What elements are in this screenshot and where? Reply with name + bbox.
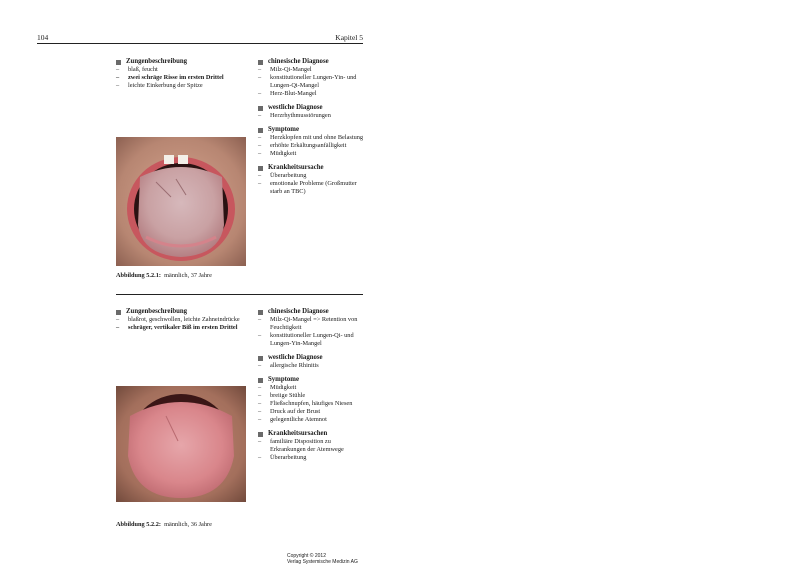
- list-item: – Überarbeitung: [258, 172, 368, 180]
- copyright-line: Copyright © 2012: [287, 553, 326, 559]
- list-item: – Milz-Qi-Mangel: [258, 66, 368, 74]
- list-item: – Milz-Qi-Mangel => Retention von Feuchtigkeit: [258, 316, 368, 332]
- figure-caption-1: [116, 272, 212, 279]
- bullet-square-icon: [116, 310, 121, 315]
- case2-cause: [258, 430, 368, 462]
- bullet-square-icon: [116, 60, 121, 65]
- list-item: – schräger, vertikaler Biß im ersten Drittel: [116, 324, 254, 332]
- section-title: chinesische Diagnose: [268, 308, 329, 315]
- list-item: – Fließschnupfen, häufiges Niesen: [258, 400, 368, 408]
- chinese-diagnosis-list: [258, 66, 368, 98]
- page-number: 104: [37, 33, 49, 42]
- list-item: – leichte Einkerbung der Spitze: [116, 82, 254, 90]
- list-item: – emotionale Probleme (Großmutter starb an TBC): [258, 180, 368, 196]
- cause-list: [258, 438, 368, 462]
- list-item: – breiige Stühle: [258, 392, 368, 400]
- symptoms-list: [258, 134, 368, 158]
- case1-chinese-diagnosis: [258, 58, 368, 98]
- case1-diagnosis-column: [258, 58, 368, 196]
- cause-list: [258, 172, 368, 196]
- case2-symptoms: [258, 376, 368, 424]
- case2-chinese-diagnosis: [258, 308, 368, 348]
- section-title: chinesische Diagnose: [268, 58, 329, 65]
- tongue-description-list: [116, 316, 254, 332]
- bullet-square-icon: [258, 310, 263, 315]
- bullet-square-icon: [258, 106, 263, 111]
- list-item: – Druck auf der Brust: [258, 408, 368, 416]
- caption-text: männlich, 36 Jahre: [164, 521, 212, 528]
- chapter-title: Kapitel 5: [335, 33, 363, 42]
- list-item: – erhöhte Erkältungsanfälligkeit: [258, 142, 368, 150]
- section-title: westliche Diagnose: [268, 104, 323, 111]
- list-item: – familiäre Disposition zu Erkrankungen der Atemwege: [258, 438, 368, 454]
- western-diagnosis-list: [258, 362, 368, 370]
- list-item: – Müdigkeit: [258, 150, 368, 158]
- list-item: – Müdigkeit: [258, 384, 368, 392]
- header-rule: [37, 43, 363, 44]
- bullet-square-icon: [258, 166, 263, 171]
- section-title: Symptome: [268, 376, 299, 383]
- list-item: – blaß, feucht: [116, 66, 254, 74]
- case2-western-diagnosis: [258, 354, 368, 370]
- case1-symptoms: [258, 126, 368, 158]
- bullet-square-icon: [258, 356, 263, 361]
- case1-tongue-description: [116, 58, 254, 90]
- case2-tongue-description: [116, 308, 254, 332]
- case1-western-diagnosis: [258, 104, 368, 120]
- list-item: – Herz-Blut-Mangel: [258, 90, 368, 98]
- list-item: – zwei schräge Risse im ersten Drittel: [116, 74, 254, 82]
- caption-label: Abbildung 5.2.2:: [116, 521, 161, 528]
- tongue-description-list: [116, 66, 254, 90]
- section-title: Zungenbeschreibung: [126, 58, 188, 65]
- list-item: – Herzklopfen mit und ohne Belastung: [258, 134, 368, 142]
- list-item: – gelegentliche Atemnot: [258, 416, 368, 424]
- western-diagnosis-list: [258, 112, 368, 120]
- section-divider: [116, 294, 363, 295]
- section-title: Zungenbeschreibung: [126, 308, 188, 315]
- tongue-photo-2: [116, 386, 246, 502]
- case1-cause: [258, 164, 368, 196]
- list-item: – konstitutioneller Lungen-Qi- und Lungen-Yin-Mangel: [258, 332, 368, 348]
- case2-diagnosis-column: [258, 308, 368, 462]
- caption-text: männlich, 37 Jahre: [164, 272, 212, 279]
- bullet-square-icon: [258, 60, 263, 65]
- symptoms-list: [258, 384, 368, 424]
- list-item: – konstitutioneller Lungen-Yin- und Lungen-Qi-Mangel: [258, 74, 368, 90]
- list-item: – Herzrhythmusstörungen: [258, 112, 368, 120]
- figure-caption-2: [116, 521, 212, 528]
- section-title: Symptome: [268, 126, 299, 133]
- bullet-square-icon: [258, 378, 263, 383]
- section-title: westliche Diagnose: [268, 354, 323, 361]
- caption-label: Abbildung 5.2.1:: [116, 272, 161, 279]
- chinese-diagnosis-list: [258, 316, 368, 348]
- list-item: – Überarbeitung: [258, 454, 368, 462]
- bullet-square-icon: [258, 432, 263, 437]
- list-item: – blaßrot, geschwollen, leichte Zahneindrücke: [116, 316, 254, 324]
- bullet-square-icon: [258, 128, 263, 133]
- tongue-photo-1: [116, 137, 246, 266]
- publisher-line: Verlag Systemische Medizin AG: [287, 559, 358, 565]
- copyright-notice: [287, 553, 358, 565]
- section-title: Krankheitsursache: [268, 164, 324, 171]
- section-title: Krankheitsursachen: [268, 430, 328, 437]
- list-item: – allergische Rhinitis: [258, 362, 368, 370]
